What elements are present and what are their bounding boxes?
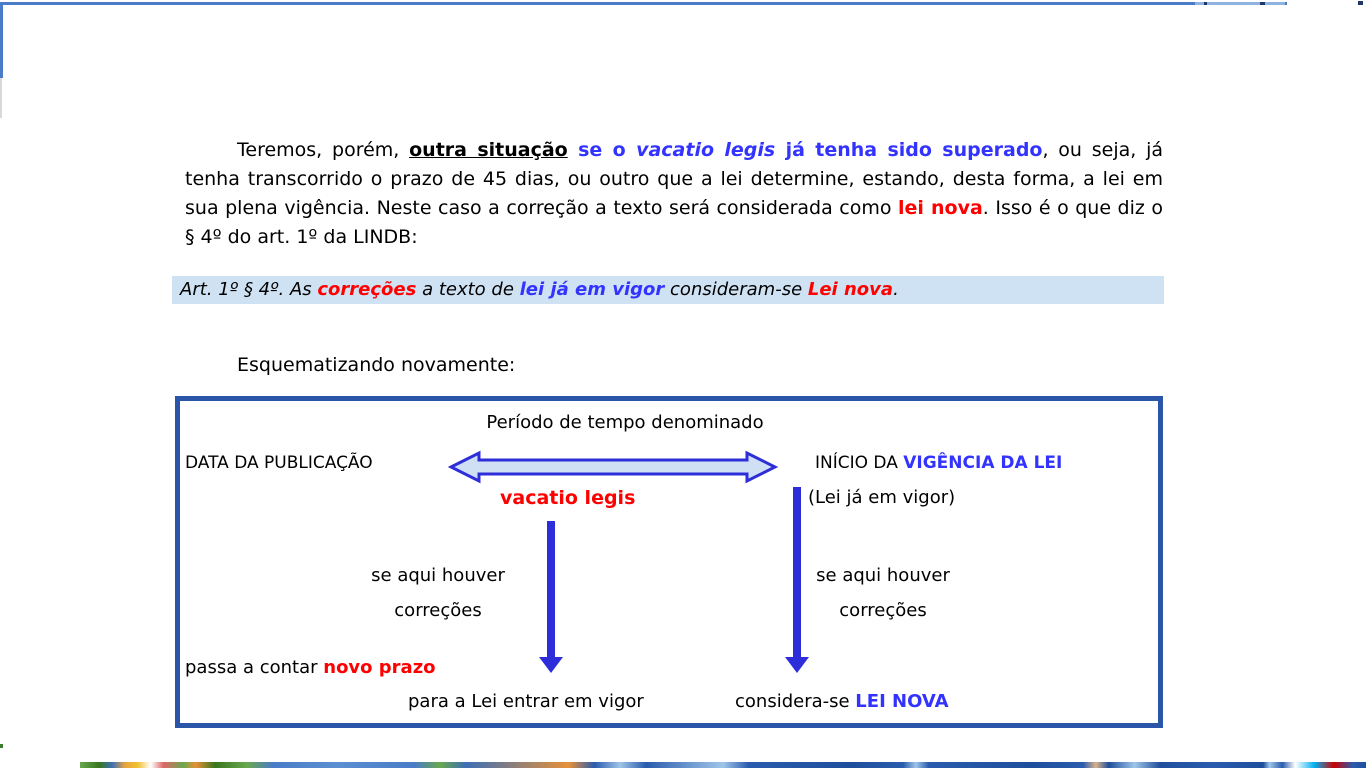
window-top-border [0,2,1287,5]
paragraph-run-blue: se o [567,139,637,161]
quote-run: Art. 1º § 4º. As [180,279,318,300]
paragraph-run-red: lei nova [897,197,983,219]
left-result-text: para a Lei entrar em vigor [408,691,644,712]
law-quote-highlight [172,276,1164,304]
quote-run: a texto de [416,279,520,300]
down-arrow-icon [784,487,810,673]
paragraph-run: Teremos, porém, [237,139,410,161]
lei-em-vigor-note: (Lei já em vigor) [808,487,956,508]
left-condition-line1: se aqui houver [371,565,505,586]
body-paragraph [185,136,1163,252]
quote-run: consideram-se [664,279,808,300]
right-condition-line2: correções [839,600,927,621]
vacatio-legis-label: vacatio legis [500,487,636,509]
window-top-border-tick [1260,2,1265,5]
new-deadline-text [185,657,436,678]
down-arrow-icon [538,521,564,673]
quote-run-red: correções [317,279,417,300]
right-result-text [735,691,949,712]
new-deadline-red: novo prazo [323,657,436,678]
publication-date-label: DATA DA PUBLICAÇÃO [185,453,373,473]
diagram-box [175,396,1163,728]
quote-run-red: Lei nova [807,279,894,300]
right-condition-line1: se aqui houver [816,565,950,586]
right-result-black: considera-se [735,691,856,712]
paragraph-run: . Isso é o que diz o § 4º do art. 1º da LINDB: [185,197,1163,248]
window-corner-dot [1358,1,1363,5]
window-top-border-tick [1204,2,1207,5]
right-result-blue: LEI NOVA [855,691,949,712]
schema-intro-text: Esquematizando novamente: [237,354,516,376]
paragraph-run: , ou seja, já tenha transcorrido o prazo de 45 dias, ou outro que a lei determine, estando, desta forma, a lei em sua plena vigência. Neste caso a correção a texto será considerada como [185,139,1164,219]
page-edge-artifact [0,744,3,748]
window-left-border-gray [0,78,2,118]
window-left-border [0,2,3,78]
paragraph-run-blue-italic: vacatio legis [636,139,776,161]
period-label: Período de tempo denominado [486,412,764,433]
quote-run-blue: lei já em vigor [519,279,665,300]
next-page-edge-sliver [80,762,1366,768]
quote-run: . [893,279,899,300]
left-condition-text [368,558,508,628]
new-deadline-black: passa a contar [185,657,324,678]
double-headed-arrow-icon [448,449,778,485]
right-condition-text [813,558,953,628]
paragraph-run-bold-underline: outra situação [409,139,568,161]
vigencia-start-label [815,453,1062,473]
vigencia-label-black: INÍCIO DA [815,453,904,473]
vigencia-label-blue: VIGÊNCIA DA LEI [903,453,1063,473]
window-top-border-light-segment [1195,2,1285,5]
paragraph-run-blue: já tenha sido superado [775,139,1043,161]
left-condition-line2: correções [394,600,482,621]
